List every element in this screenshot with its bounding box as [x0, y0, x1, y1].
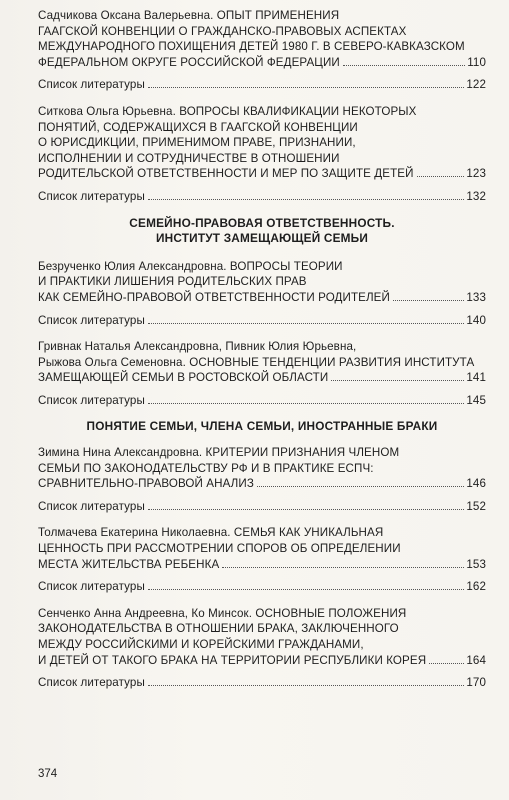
toc-page-number: 110: [467, 55, 486, 69]
toc-entry-title: [38, 259, 486, 306]
references-label: Список литературы: [38, 189, 145, 203]
toc-entry-title-line: РОДИТЕЛЬСКОЙ ОТВЕТСТВЕННОСТИ И МЕР ПО ЗАЩИТЕ ДЕТЕЙ: [38, 167, 414, 181]
toc-entry-leader-line: [38, 55, 486, 71]
dot-leader: [429, 663, 464, 664]
toc-entry-title: [38, 339, 486, 386]
references-label: Список литературы: [38, 580, 145, 594]
toc-entry-title: [38, 445, 486, 492]
references-label: Список литературы: [38, 313, 145, 327]
toc-entry-title-line: ЦЕННОСТЬ ПРИ РАССМОТРЕНИИ СПОРОВ ОБ ОПРЕДЕЛЕНИИ: [38, 542, 401, 556]
toc-page-number: 170: [466, 676, 486, 690]
toc-entry-title-line: СЕМЬИ ПО ЗАКОНОДАТЕЛЬСТВУ РФ И В ПРАКТИКЕ ЕСПЧ:: [38, 461, 374, 475]
toc-references-line: [38, 189, 486, 205]
toc-page-number: 141: [466, 371, 486, 385]
dot-leader: [222, 567, 464, 568]
toc-entry-title-line: Рыжова Ольга Семеновна. ОСНОВНЫЕ ТЕНДЕНЦИИ РАЗВИТИЯ ИНСТИТУТА: [38, 355, 475, 369]
toc-entry-title-line: Зимина Нина Александровна. КРИТЕРИИ ПРИЗНАНИЯ ЧЛЕНОМ: [38, 446, 400, 460]
toc-entry-leader-line: [38, 290, 486, 306]
table-of-contents: [38, 8, 486, 702]
section-heading-family-responsibility: [38, 216, 486, 247]
toc-group-b: [38, 259, 486, 409]
toc-entry-title-line: И ДЕТЕЙ ОТ ТАКОГО БРАКА НА ТЕРРИТОРИИ РЕСПУБЛИКИ КОРЕЯ: [38, 653, 427, 667]
toc-entry-title-line: Садчикова Оксана Валерьевна. ОПЫТ ПРИМЕНЕНИЯ: [38, 9, 340, 22]
toc-entry: [38, 259, 486, 328]
toc-entry-title-line: Ситкова Ольга Юрьевна. ВОПРОСЫ КВАЛИФИКАЦИИ НЕКОТОРЫХ: [38, 104, 417, 118]
toc-entry: [38, 104, 486, 205]
toc-entry-title-line: Толмачева Екатерина Николаевна. СЕМЬЯ КАК УНИКАЛЬНАЯ: [38, 526, 384, 540]
toc-entry: [38, 8, 486, 93]
toc-references-line: [38, 675, 486, 691]
toc-entry-title-line: Безрученко Юлия Александровна. ВОПРОСЫ ТЕОРИИ: [38, 259, 343, 273]
toc-entry-title-line: ФЕДЕРАЛЬНОМ ОКРУГЕ РОССИЙСКОЙ ФЕДЕРАЦИИ: [38, 55, 340, 69]
toc-entry-title: [38, 104, 486, 182]
toc-page-number: 123: [466, 167, 486, 181]
toc-page-number: 152: [466, 499, 486, 513]
toc-references-line: [38, 393, 486, 409]
toc-page-number: 146: [466, 477, 486, 491]
references-label: Список литературы: [38, 676, 145, 690]
toc-references-line: [38, 499, 486, 515]
toc-entry-title-line: ГААГСКОЙ КОНВЕНЦИИ О ГРАЖДАНСКО-ПРАВОВЫХ АСПЕКТАХ: [38, 24, 407, 38]
page-number: 374: [38, 768, 58, 780]
toc-entry: [38, 445, 486, 514]
toc-entry-leader-line: [38, 370, 486, 386]
dot-leader: [257, 486, 464, 487]
dot-leader: [148, 403, 464, 404]
toc-page-number: 133: [466, 290, 486, 304]
toc-entry-title-line: ПОНЯТИЙ, СОДЕРЖАЩИХСЯ В ГААГСКОЙ КОНВЕНЦИИ: [38, 120, 358, 134]
dot-leader: [393, 300, 464, 301]
references-label: Список литературы: [38, 499, 145, 513]
dot-leader: [148, 87, 464, 88]
toc-entry-leader-line: [38, 476, 486, 492]
toc-group-c: [38, 445, 486, 691]
section-heading-family-concept: [38, 419, 486, 435]
toc-entry-title: [38, 606, 486, 668]
toc-page-number: 164: [466, 653, 486, 667]
toc-entry-title-line: Сенченко Анна Андреевна, Ко Минсок. ОСНОВНЫЕ ПОЛОЖЕНИЯ: [38, 606, 407, 620]
toc-entry-leader-line: [38, 166, 486, 182]
dot-leader: [148, 509, 464, 510]
toc-page-number: 132: [466, 189, 486, 203]
toc-page-number: 153: [466, 557, 486, 571]
toc-entry-title: [38, 8, 486, 70]
toc-references-line: [38, 77, 486, 93]
dot-leader: [148, 323, 464, 324]
references-label: Список литературы: [38, 78, 145, 92]
references-label: Список литературы: [38, 393, 145, 407]
toc-entry-title: [38, 525, 486, 572]
toc-entry: [38, 339, 486, 408]
toc-entry: [38, 525, 486, 594]
toc-references-line: [38, 579, 486, 595]
dot-leader: [331, 380, 464, 381]
toc-entry-title-line: О ЮРИСДИКЦИИ, ПРИМЕНИМОМ ПРАВЕ, ПРИЗНАНИИ,: [38, 136, 356, 150]
toc-entry-leader-line: [38, 557, 486, 573]
toc-page-number: 140: [466, 313, 486, 327]
toc-entry-title-line: МЕЖДУ РОССИЙСКИМИ И КОРЕЙСКИМИ ГРАЖДАНАМИ,: [38, 638, 364, 651]
toc-page-number: 162: [466, 580, 486, 594]
toc-entry-title-line: И ПРАКТИКИ ЛИШЕНИЯ РОДИТЕЛЬСКИХ ПРАВ: [38, 275, 307, 289]
dot-leader: [148, 685, 464, 686]
toc-entry-title-line: КАК СЕМЕЙНО-ПРАВОВОЙ ОТВЕТСТВЕННОСТИ РОДИТЕЛЕЙ: [38, 290, 390, 304]
dot-leader: [417, 176, 465, 177]
section-heading-line-1: СЕМЕЙНО-ПРАВОВАЯ ОТВЕТСТВЕННОСТЬ.: [129, 215, 395, 230]
dot-leader: [343, 65, 465, 66]
toc-entry-title-line: МЕЖДУНАРОДНОГО ПОХИЩЕНИЯ ДЕТЕЙ 1980 Г. В СЕВЕРО-КАВКАЗСКОМ: [38, 40, 465, 54]
dot-leader: [148, 199, 464, 200]
toc-entry-title-line: ЗАКОНОДАТЕЛЬСТВА В ОТНОШЕНИИ БРАКА, ЗАКЛЮЧЕННОГО: [38, 622, 399, 636]
section-heading-line-2: ИНСТИТУТ ЗАМЕЩАЮЩЕЙ СЕМЬИ: [155, 231, 369, 246]
dot-leader: [148, 589, 464, 590]
toc-entry-title-line: Гривнак Наталья Александровна, Пивник Юлия Юрьевна,: [38, 340, 357, 354]
toc-entry-leader-line: [38, 653, 486, 669]
toc-page-number: 122: [466, 78, 486, 92]
toc-group-a: [38, 8, 486, 205]
toc-entry-title-line: ЗАМЕЩАЮЩЕЙ СЕМЬИ В РОСТОВСКОЙ ОБЛАСТИ: [38, 371, 329, 385]
toc-entry-title-line: МЕСТА ЖИТЕЛЬСТВА РЕБЕНКА: [38, 557, 220, 571]
toc-entry-title-line: СРАВНИТЕЛЬНО-ПРАВОВОЙ АНАЛИЗ: [38, 477, 254, 491]
toc-entry: [38, 606, 486, 691]
section-heading-line-1: ПОНЯТИЕ СЕМЬИ, ЧЛЕНА СЕМЬИ, ИНОСТРАННЫЕ БРАКИ: [86, 419, 438, 434]
toc-references-line: [38, 313, 486, 329]
toc-page-number: 145: [466, 393, 486, 407]
toc-entry-title-line: ИСПОЛНЕНИИ И СОТРУДНИЧЕСТВЕ В ОТНОШЕНИИ: [38, 151, 340, 165]
